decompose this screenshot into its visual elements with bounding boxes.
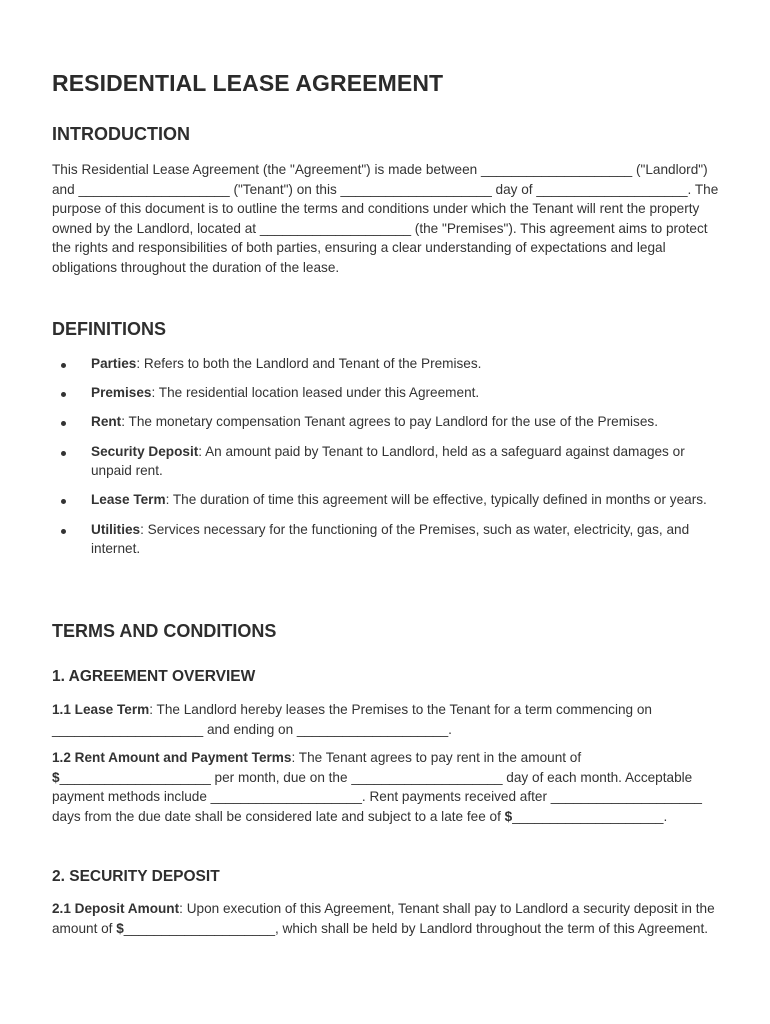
bullet-icon <box>61 421 66 426</box>
definition-text: : The residential location leased under this Agreement. <box>151 385 480 401</box>
clause-label: 1.1 Lease Term <box>52 702 150 717</box>
clause-label: 1.2 Rent Amount and Payment Terms <box>52 750 292 765</box>
clause-1-1 <box>52 700 722 739</box>
definition-text: : The monetary compensation Tenant agrees to pay Landlord for the use of the Premises. <box>121 414 658 430</box>
terms-heading: TERMS AND CONDITIONS <box>52 621 277 641</box>
bullet-icon <box>61 451 66 456</box>
bullet-icon <box>61 529 66 534</box>
clause-1-2 <box>52 748 722 826</box>
definition-item <box>52 442 722 481</box>
definition-term: Lease Term <box>91 492 166 508</box>
introduction-heading: INTRODUCTION <box>52 124 190 144</box>
definition-text: : Services necessary for the functioning of the Premises, such as water, electricity, gas, and internet. <box>91 521 690 557</box>
definition-text: : The duration of time this agreement will be effective, typically defined in months or years. <box>165 492 707 508</box>
definition-item <box>52 490 722 510</box>
definitions-list <box>52 354 722 568</box>
definition-item <box>52 520 722 559</box>
clause-text: : Upon execution of this Agreement, Tenant shall pay to Landlord a security deposit in the amount of <box>52 901 715 936</box>
definition-term: Rent <box>91 414 122 430</box>
definition-term: Parties <box>91 356 137 371</box>
introduction-paragraph: This Residential Lease Agreement (the "Agreement") is made between ____________________ ("Landlord") and ____________________ ("Tenant") on this ____________________ day of ____________________. The purpose of this document is to outline the terms and conditions under which the Tenant will rent the property owned by the Landlord, located at ____________________ (the "Premises"). This agreement aims to protect the rights and responsibilities of both parties, ensuring a clear understanding of expectations and legal obligations throughout the duration of the lease. <box>52 162 719 275</box>
document-title: RESIDENTIAL LEASE AGREEMENT <box>52 70 444 96</box>
definition-term: Utilities <box>91 521 141 537</box>
definitions-heading: DEFINITIONS <box>52 319 167 339</box>
bullet-icon <box>61 392 66 397</box>
clause-text: ____________________ per month, due on the ____________________ day of each month. Acceptable payment methods include ____________________. Rent payments received after ____________________ days from the due date shall be considered late and subject to a late fee of <box>52 769 702 824</box>
clause-2-1 <box>52 899 722 938</box>
section-2-heading: 2. SECURITY DEPOSIT <box>52 868 220 885</box>
dollar-sign: $ <box>52 769 60 785</box>
clause-label: 2.1 Deposit Amount <box>52 901 180 916</box>
section-1-heading: 1. AGREEMENT OVERVIEW <box>52 668 256 685</box>
bullet-icon <box>61 363 66 368</box>
dollar-sign: $ <box>504 808 513 824</box>
definition-text: : An amount paid by Tenant to Landlord, held as a safeguard against damages or unpaid rent. <box>91 443 685 479</box>
clause-text: ____________________, which shall be held by Landlord throughout the term of this Agreement. <box>123 920 708 936</box>
bullet-icon <box>61 499 66 504</box>
clause-text: ____________________. <box>512 808 668 824</box>
definition-term: Security Deposit <box>91 443 199 459</box>
clause-text: : The Tenant agrees to pay rent in the amount of <box>291 750 582 765</box>
definition-item <box>52 412 722 432</box>
definition-term: Premises <box>91 385 152 401</box>
dollar-sign: $ <box>116 920 124 936</box>
clause-text: : The Landlord hereby leases the Premises to the Tenant for a term commencing on ____________________ and ending on ____________________. <box>52 702 652 737</box>
definition-item <box>52 354 722 374</box>
definition-text: : Refers to both the Landlord and Tenant of the Premises. <box>136 356 482 371</box>
definition-item <box>52 383 722 403</box>
